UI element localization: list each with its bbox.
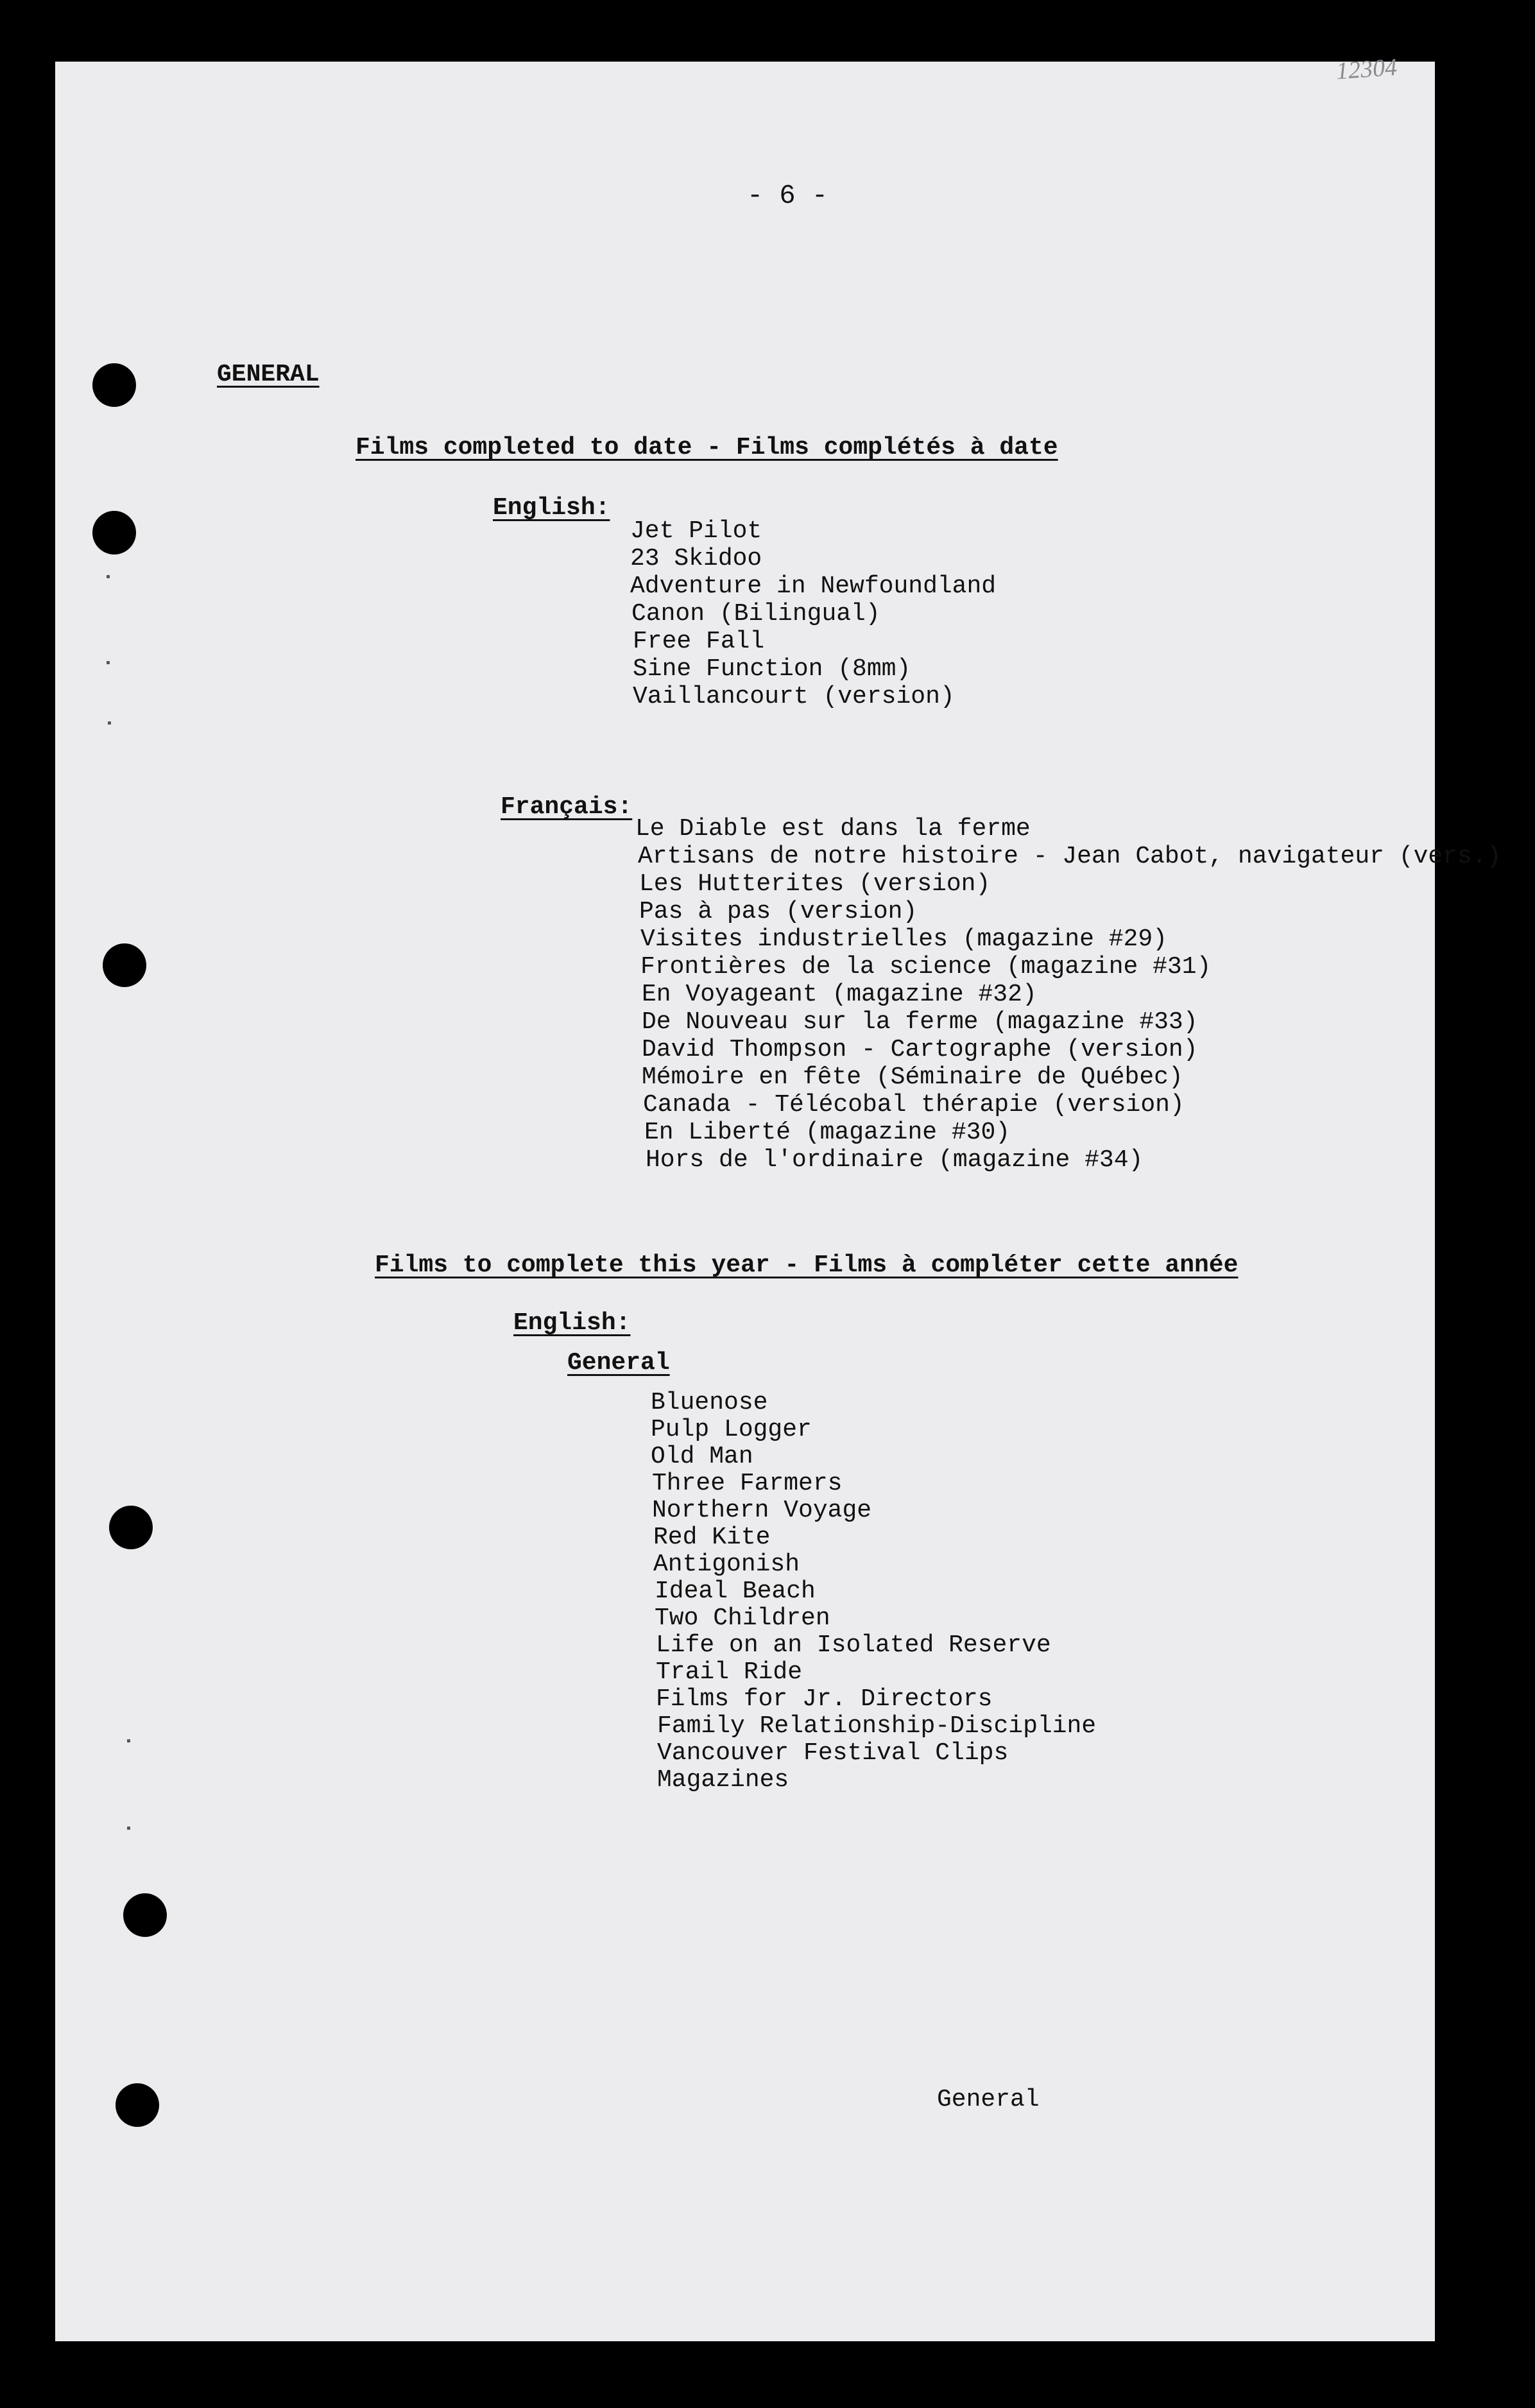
to-complete-general-label: General (567, 1349, 670, 1377)
list-item: Trail Ride (656, 1658, 803, 1686)
list-item: Northern Voyage (652, 1497, 872, 1524)
list-item: Mémoire en fête (Séminaire de Québec) (642, 1063, 1183, 1091)
list-item: En Voyageant (magazine #32) (642, 981, 1037, 1008)
speck (108, 721, 111, 725)
list-item: Visites industrielles (magazine #29) (640, 925, 1167, 953)
list-item: Old Man (651, 1443, 753, 1470)
list-item: Antigonish (653, 1551, 800, 1578)
list-item: Family Relationship-Discipline (657, 1712, 1097, 1740)
speck (107, 661, 110, 664)
list-item: Hors de l'ordinaire (magazine #34) (646, 1146, 1144, 1174)
list-item: Les Hutterites (version) (639, 870, 991, 898)
completed-heading: Films completed to date - Films complétés à date (356, 434, 1058, 461)
speck (127, 1739, 130, 1742)
archive-number: 12304 (1335, 53, 1398, 85)
list-item: David Thompson - Cartographe (version) (642, 1036, 1198, 1063)
list-item: Sine Function (8mm) (633, 655, 911, 683)
list-item: Ideal Beach (655, 1578, 816, 1605)
list-item: En Liberté (magazine #30) (644, 1119, 1011, 1146)
list-item: Pulp Logger (651, 1416, 812, 1443)
list-item: Adventure in Newfoundland (630, 572, 997, 600)
document-page (55, 62, 1435, 2341)
binder-hole (123, 1893, 167, 1937)
list-item: Magazines (657, 1766, 789, 1794)
list-item: Vancouver Festival Clips (657, 1739, 1009, 1767)
list-item: De Nouveau sur la ferme (magazine #33) (642, 1008, 1198, 1036)
list-item: Pas à pas (version) (639, 898, 918, 925)
speck (127, 1827, 130, 1830)
list-item: Canada - Télécobal thérapie (version) (643, 1091, 1185, 1119)
list-item: Frontières de la science (magazine #31) (640, 953, 1212, 981)
binder-hole (103, 943, 146, 987)
to-complete-english-label: English: (513, 1309, 631, 1337)
completed-english-label: English: (493, 494, 610, 522)
section-heading: GENERAL (217, 361, 320, 388)
footer-label: General (937, 2086, 1040, 2113)
binder-hole (116, 2083, 159, 2127)
list-item: Bluenose (651, 1389, 768, 1416)
page-number: - 6 - (747, 180, 828, 211)
list-item: Free Fall (633, 628, 765, 655)
list-item: Two Children (655, 1604, 830, 1632)
list-item: 23 Skidoo (630, 545, 762, 572)
binder-hole (109, 1506, 153, 1549)
list-item: Red Kite (653, 1524, 771, 1551)
list-item: Vaillancourt (version) (633, 683, 955, 710)
binder-hole (92, 363, 136, 407)
speck (107, 575, 110, 578)
list-item: Three Farmers (652, 1470, 843, 1497)
to-complete-heading: Films to complete this year - Films à compléter cette année (375, 1251, 1239, 1279)
list-item: Life on an Isolated Reserve (656, 1631, 1051, 1659)
list-item: Canon (Bilingual) (631, 600, 880, 628)
binder-hole (92, 511, 136, 555)
list-item: Le Diable est dans la ferme (635, 815, 1031, 843)
list-item: Films for Jr. Directors (656, 1685, 993, 1713)
completed-francais-label: Français: (501, 793, 633, 821)
list-item: Jet Pilot (630, 517, 762, 545)
list-item: Artisans de notre histoire - Jean Cabot, navigateur (vers.) (638, 843, 1502, 870)
